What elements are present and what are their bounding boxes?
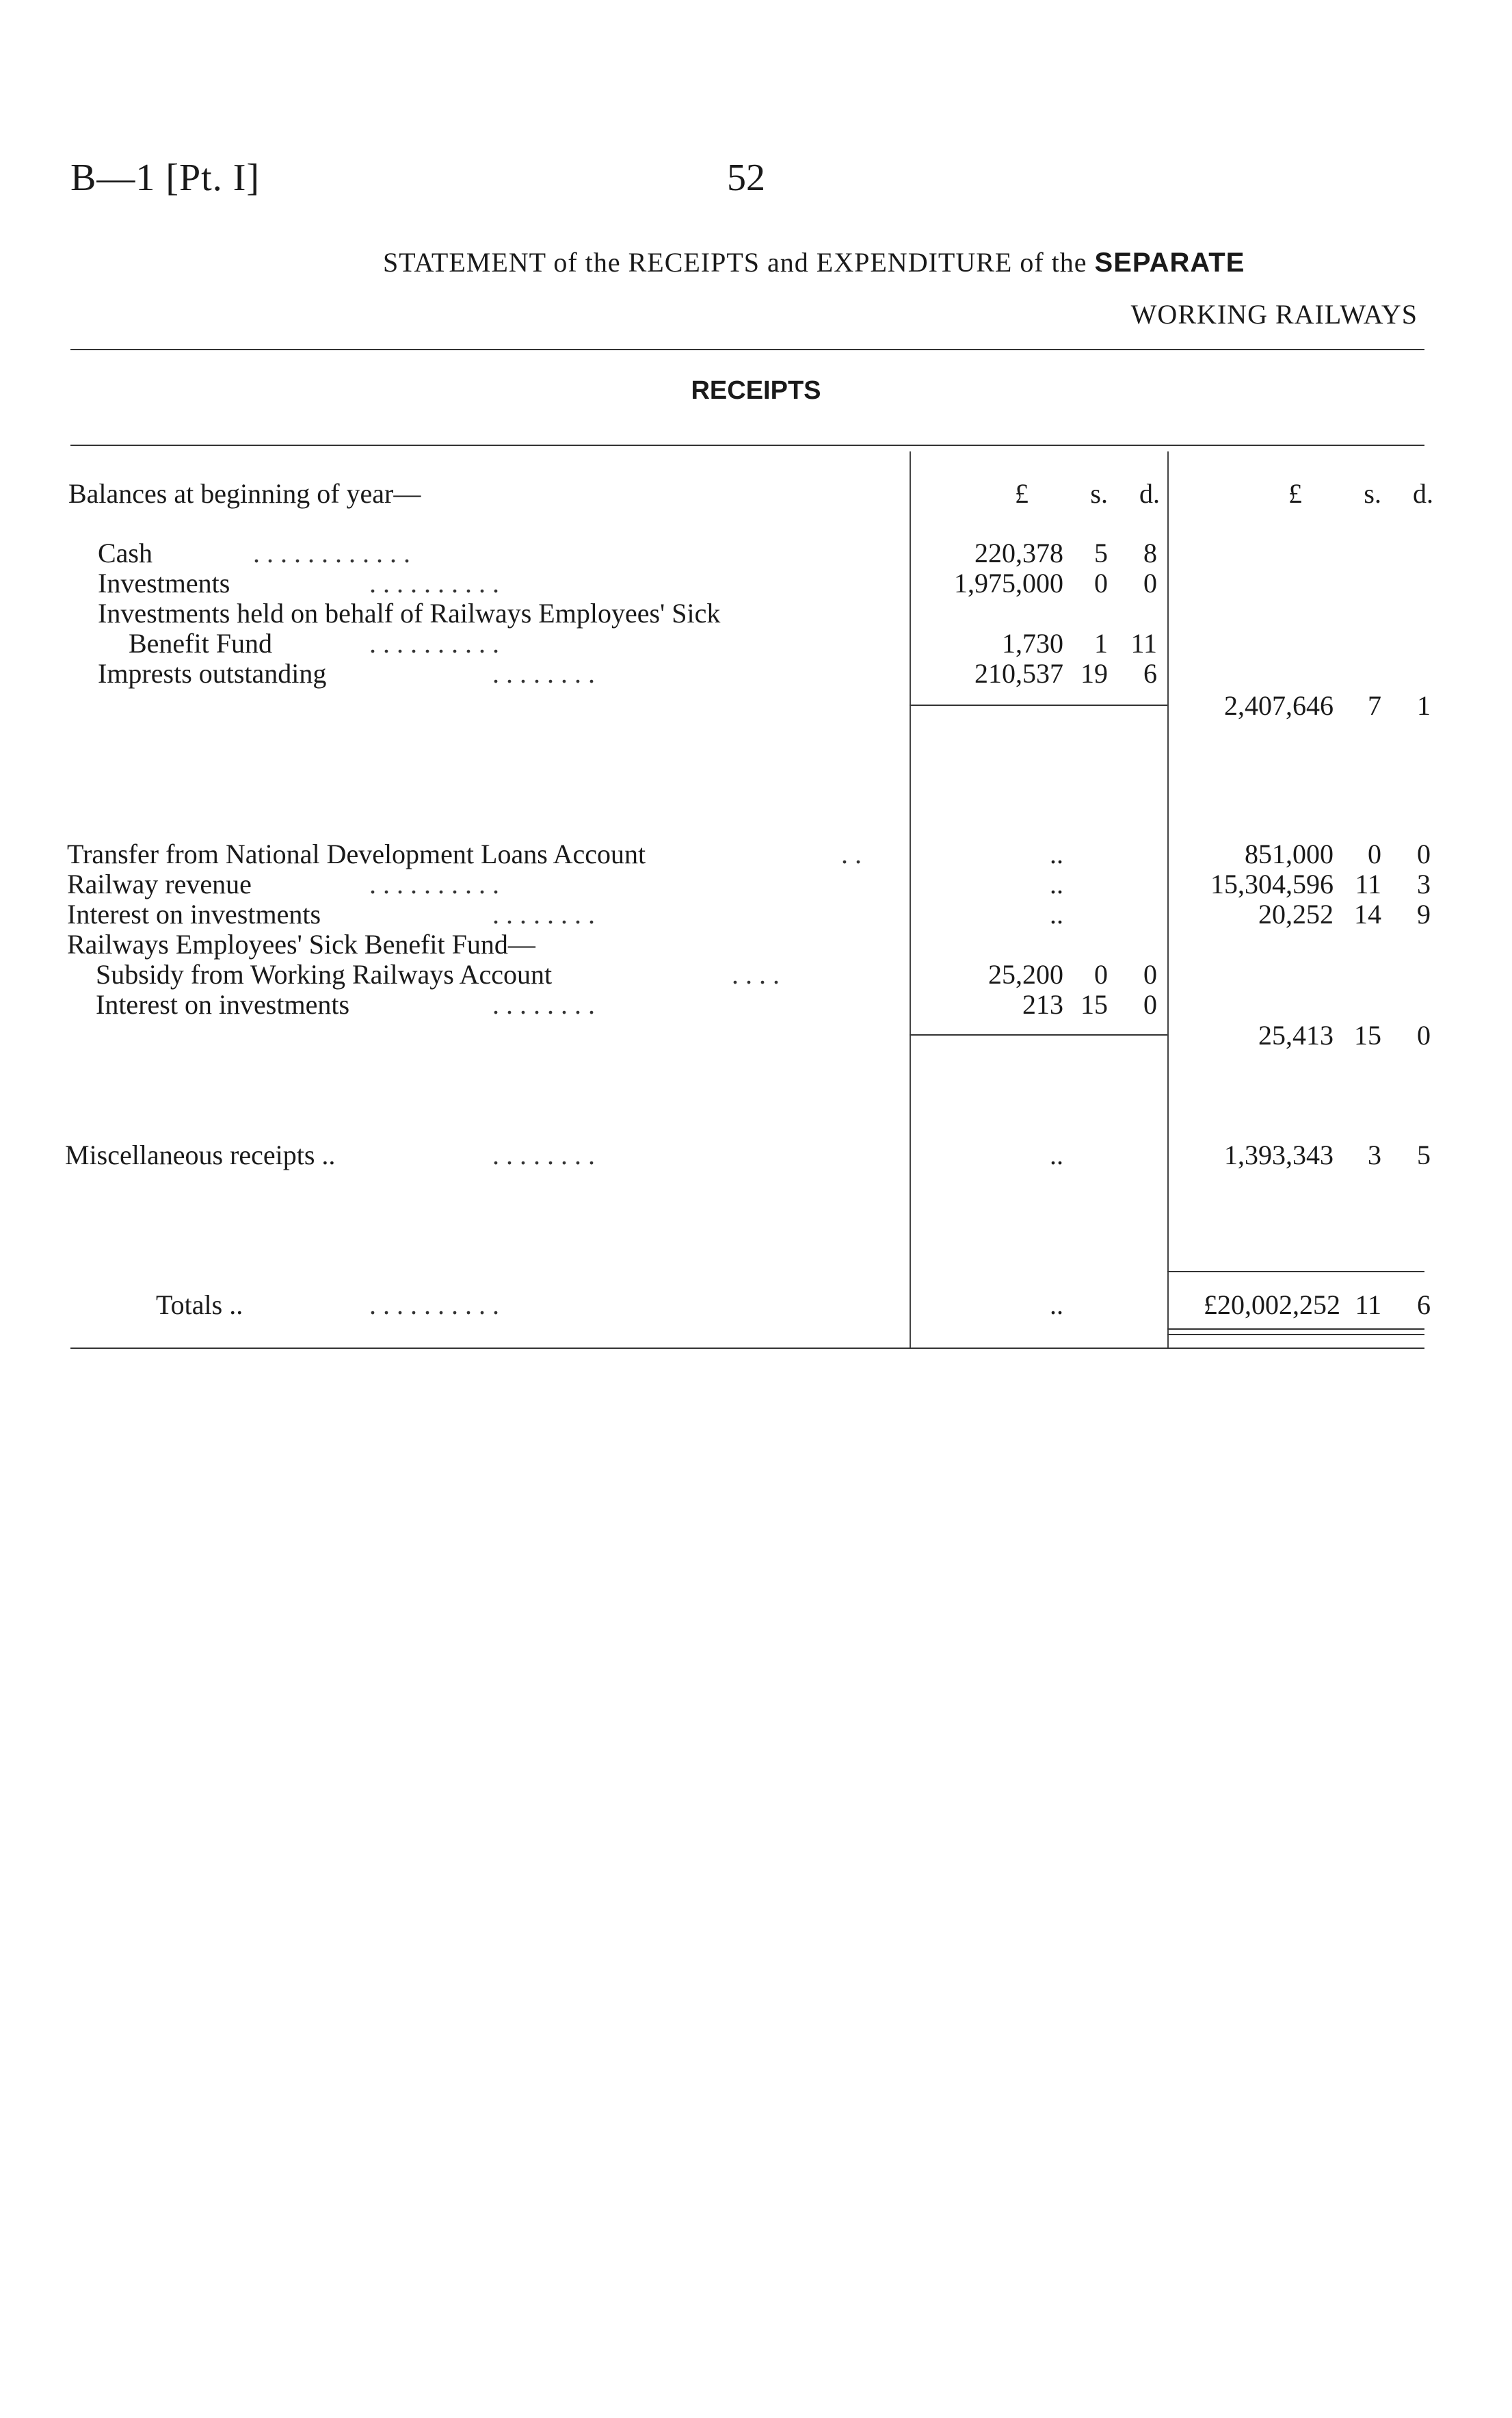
sick-fund-shillings: 1 <box>1094 628 1108 659</box>
sick-benefit-total-shillings: 15 <box>1354 1020 1381 1051</box>
sick-benefit-heading: Railways Employees' Sick Benefit Fund— <box>67 929 535 960</box>
table-top-rule <box>70 445 1424 446</box>
fund-interest-pence: 0 <box>1143 989 1157 1020</box>
leader-dots: . . <box>841 839 862 869</box>
sick-fund-pence: 11 <box>1130 628 1157 659</box>
balances-heading: Balances at beginning of year— <box>68 478 421 509</box>
transfer-pounds: 851,000 <box>1245 839 1334 869</box>
misc-mid: .. <box>1050 1140 1063 1170</box>
misc-pence: 5 <box>1417 1140 1431 1170</box>
cash-shillings: 5 <box>1094 538 1108 568</box>
balances-total-shillings: 7 <box>1368 690 1381 721</box>
col2-pound-head: £ <box>1288 478 1302 509</box>
railway-revenue-pence: 3 <box>1417 869 1431 899</box>
cash-label: Cash <box>98 538 152 568</box>
balances-total-pounds: 2,407,646 <box>1224 690 1334 721</box>
sick-fund-label-line2: Benefit Fund <box>129 628 272 659</box>
railway-revenue-pounds: 15,304,596 <box>1210 869 1334 899</box>
col1-pound-head: £ <box>1015 478 1029 509</box>
subsidy-pence: 0 <box>1143 959 1157 990</box>
investments-shillings: 0 <box>1094 568 1108 599</box>
sick-benefit-total-pounds: 25,413 <box>1258 1020 1334 1051</box>
top-rule <box>70 349 1424 350</box>
railway-revenue-shillings: 11 <box>1355 869 1381 899</box>
statement-title-bold: SEPARATE <box>1094 248 1245 278</box>
leader-dots: . . . . . . . . . . . . <box>253 538 410 568</box>
sick-benefit-total-pence: 0 <box>1417 1020 1431 1051</box>
fund-interest-pounds: 213 <box>1022 989 1063 1020</box>
investments-label: Investments <box>98 568 230 599</box>
investments-pence: 0 <box>1143 568 1157 599</box>
page-number: 52 <box>727 157 765 199</box>
leader-dots: . . . . . . . . <box>492 989 595 1020</box>
interest-mid: .. <box>1050 899 1063 930</box>
leader-dots: . . . . . . . . . . <box>369 628 499 659</box>
railway-revenue-label: Railway revenue <box>67 869 252 899</box>
transfer-shillings: 0 <box>1368 839 1381 869</box>
sick-fund-label-line1: Investments held on behalf of Railways Employees' Sick <box>98 598 721 629</box>
col2-s-head: s. <box>1364 478 1381 509</box>
totals-double-rule-2 <box>1167 1334 1424 1335</box>
cash-pounds: 220,378 <box>974 538 1063 568</box>
totals-top-rule <box>1167 1271 1424 1272</box>
subtotal-rule <box>910 705 1167 706</box>
section-title: RECEIPTS <box>691 376 821 405</box>
railway-revenue-mid: .. <box>1050 869 1063 899</box>
leader-dots: . . . . . . . . . . <box>369 568 499 599</box>
misc-label: Miscellaneous receipts .. <box>65 1140 336 1170</box>
interest-pounds: 20,252 <box>1258 899 1334 930</box>
col2-d-head: d. <box>1413 478 1433 509</box>
cash-pence: 8 <box>1143 538 1157 568</box>
subsidy-label: Subsidy from Working Railways Account <box>96 959 553 990</box>
imprests-shillings: 19 <box>1080 658 1108 689</box>
fund-interest-shillings: 15 <box>1080 989 1108 1020</box>
interest-label: Interest on investments <box>67 899 321 930</box>
transfer-pence: 0 <box>1417 839 1431 869</box>
column-rule-2 <box>1167 451 1169 1348</box>
balances-total-pence: 1 <box>1417 690 1431 721</box>
subsidy-shillings: 0 <box>1094 959 1108 990</box>
subsidy-pounds: 25,200 <box>988 959 1063 990</box>
transfer-label: Transfer from National Development Loans Account <box>67 839 646 869</box>
col1-s-head: s. <box>1090 478 1108 509</box>
imprests-pence: 6 <box>1143 658 1157 689</box>
table-bottom-rule <box>70 1348 1424 1349</box>
sick-fund-pounds: 1,730 <box>1002 628 1063 659</box>
transfer-mid: .. <box>1050 839 1063 869</box>
totals-amount: £20,002,252 <box>1204 1289 1340 1320</box>
imprests-label: Imprests outstanding <box>98 658 327 689</box>
leader-dots: . . . . . . . . <box>492 658 595 689</box>
section-reference: B—1 [Pt. I] <box>70 157 260 199</box>
totals-pence: 6 <box>1417 1289 1431 1320</box>
leader-dots: . . . . . . . . <box>492 1140 595 1170</box>
col1-d-head: d. <box>1139 478 1160 509</box>
imprests-pounds: 210,537 <box>974 658 1063 689</box>
statement-title <box>383 246 1245 278</box>
statement-title-line2: WORKING RAILWAYS <box>1130 299 1418 330</box>
leader-dots: . . . . . . . . . . <box>369 1289 499 1320</box>
totals-mid: .. <box>1050 1289 1063 1320</box>
leader-dots: . . . . <box>732 959 780 990</box>
leader-dots: . . . . . . . . <box>492 899 595 930</box>
misc-shillings: 3 <box>1368 1140 1381 1170</box>
interest-shillings: 14 <box>1354 899 1381 930</box>
totals-double-rule-1 <box>1167 1328 1424 1330</box>
column-rule-1 <box>910 451 911 1348</box>
subtotal-rule <box>910 1034 1167 1036</box>
totals-label: Totals .. <box>156 1289 243 1320</box>
fund-interest-label: Interest on investments <box>96 989 350 1020</box>
leader-dots: . . . . . . . . . . <box>369 869 499 899</box>
statement-title-prefix: STATEMENT of the RECEIPTS and EXPENDITURE of the <box>383 247 1087 278</box>
investments-pounds: 1,975,000 <box>954 568 1063 599</box>
interest-pence: 9 <box>1417 899 1431 930</box>
misc-pounds: 1,393,343 <box>1224 1140 1334 1170</box>
totals-shillings: 11 <box>1355 1289 1381 1320</box>
